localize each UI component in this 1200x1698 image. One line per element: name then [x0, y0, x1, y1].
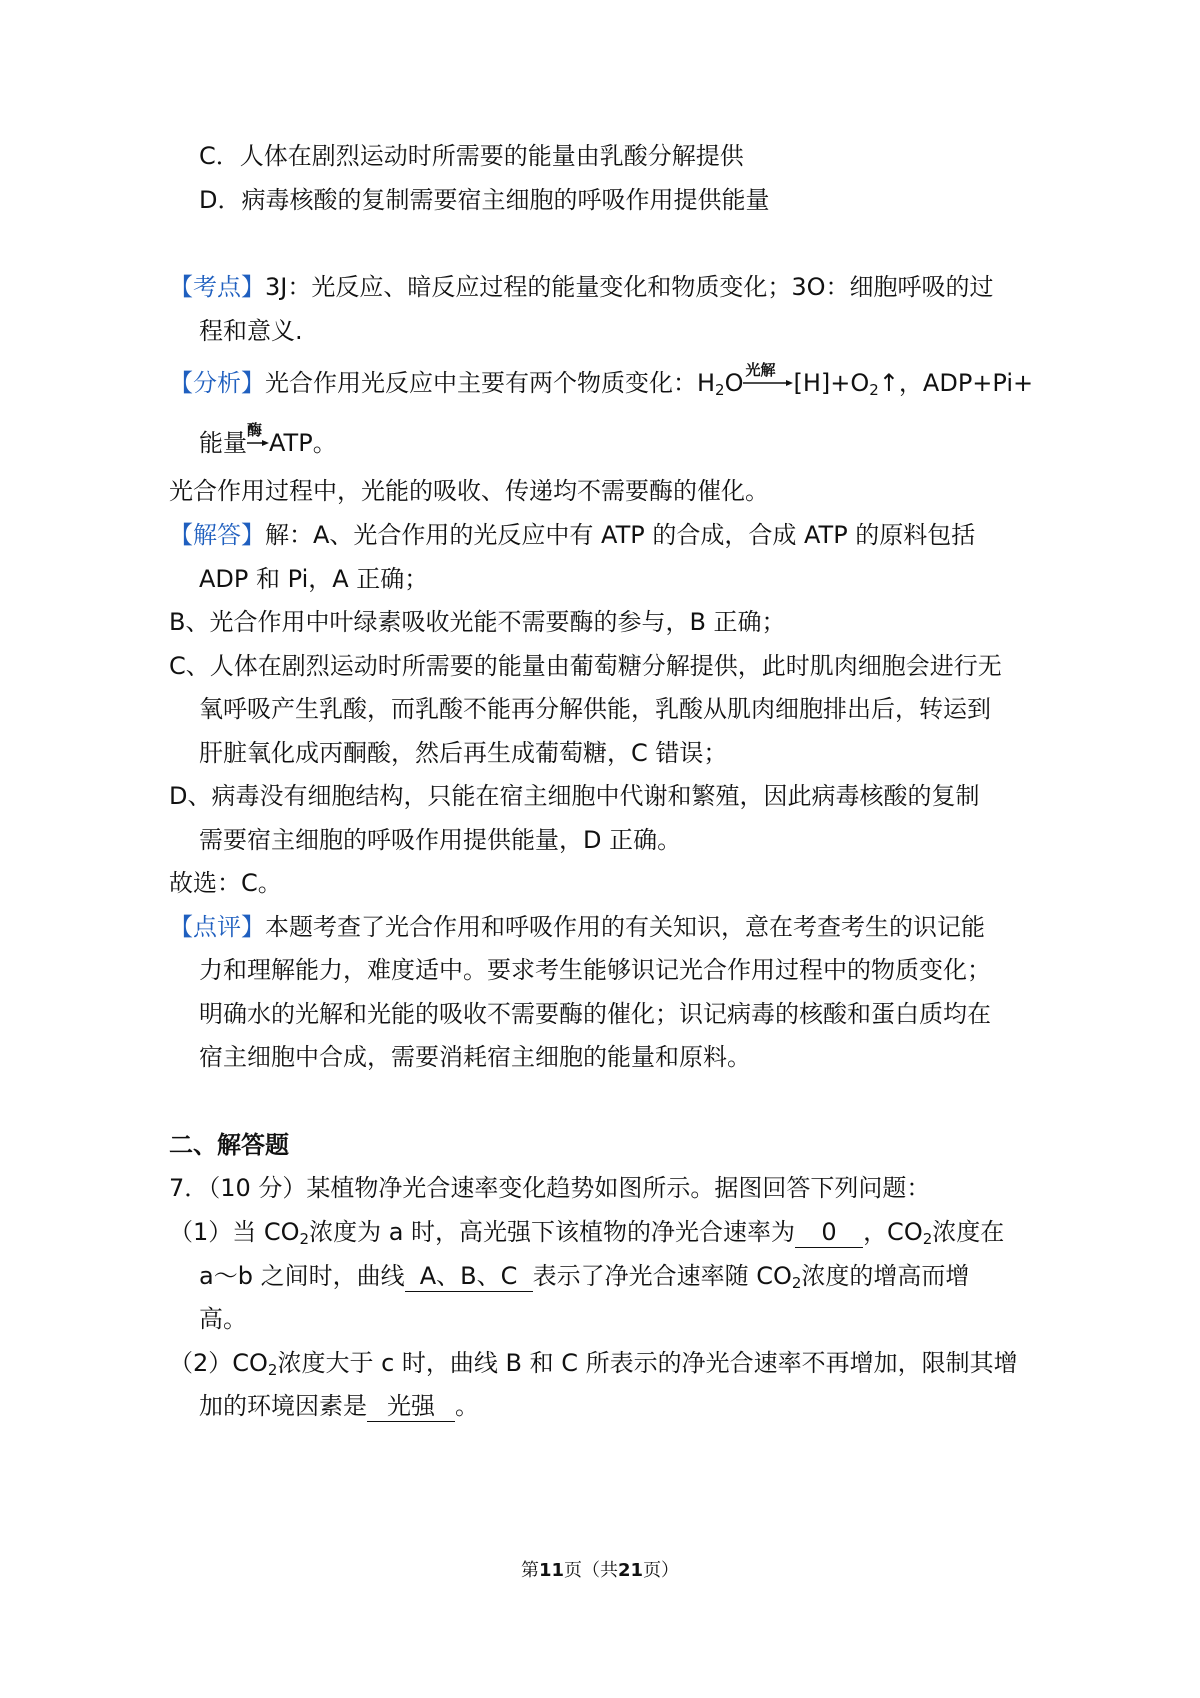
subscript-2: 2	[715, 381, 725, 399]
kaodian-text: 3J：光反应、暗反应过程的能量变化和物质变化；3O：细胞呼吸的过	[265, 273, 994, 301]
jieda-line1	[169, 518, 975, 552]
footer-mid: 页（共	[564, 1560, 618, 1581]
section-title: 二、解答题	[169, 1131, 289, 1159]
jieda-d2: 需要宿主细胞的呼吸作用提供能量，D 正确。	[199, 826, 682, 854]
fenxi-line1	[169, 361, 1034, 400]
reaction-arrow-photolysis	[743, 361, 793, 393]
page-number: 11	[538, 1560, 564, 1581]
q7-part1-line3: 高。	[199, 1305, 247, 1333]
answer-blank-3: 光强	[367, 1391, 455, 1422]
subscript: 2	[922, 1230, 933, 1248]
q7-stem: 7．（10 分）某植物净光合速率变化趋势如图所示。据图回答下列问题：	[169, 1174, 931, 1202]
option-c: C．人体在剧烈运动时所需要的能量由乳酸分解提供	[199, 142, 744, 170]
jieda-d1: D、病毒没有细胞结构，只能在宿主细胞中代谢和繁殖，因此病毒核酸的复制	[169, 782, 980, 810]
right-arrow-icon	[247, 439, 269, 447]
q7-p1a: （1）当 CO	[169, 1218, 300, 1246]
fenxi-line2a: 能量	[199, 429, 247, 457]
answer-line: 故选：C。	[169, 869, 282, 897]
subscript: 2	[299, 1230, 310, 1248]
footer-pre: 第	[520, 1560, 539, 1581]
dianping-l3: 明确水的光解和光能的吸收不需要酶的催化；识记病毒的核酸和蛋白质均在	[199, 1000, 991, 1028]
q7-part2-line1	[169, 1346, 1018, 1380]
q7-p1d: 浓度在	[932, 1218, 1005, 1246]
jieda-a1: 解：A、光合作用的光反应中有 ATP 的合成，合成 ATP 的原料包括	[265, 521, 976, 549]
q7-p1g: 浓度的增高而增	[801, 1262, 970, 1290]
dianping-l4: 宿主细胞中合成，需要消耗宿主细胞的能量和原料。	[199, 1043, 751, 1071]
kaodian-line2: 程和意义.	[199, 317, 303, 345]
kaodian-line1	[169, 270, 994, 304]
q7-p2a: （2）CO	[169, 1349, 268, 1377]
jieda-a2: ADP 和 Pi，A 正确；	[199, 565, 429, 593]
q7-p2b: 浓度大于 c 时，曲线 B 和 C 所表示的净光合速率不再增加，限制其增	[277, 1349, 1018, 1377]
page-footer	[0, 1556, 1200, 1582]
answer-blank-1: 0	[795, 1217, 863, 1248]
q7-p1c: ，CO	[863, 1218, 923, 1246]
option-d: D．病毒核酸的复制需要宿主细胞的呼吸作用提供能量	[199, 186, 770, 214]
arrow-condition: 光解	[745, 361, 776, 379]
process-line: 光合作用过程中，光能的吸收、传递均不需要酶的催化。	[169, 477, 769, 505]
dianping-l1: 本题考查了光合作用和呼吸作用的有关知识，意在考查考生的识记能	[265, 913, 985, 941]
dianping-tag: 【点评】	[169, 913, 265, 941]
subscript: 2	[791, 1274, 802, 1292]
q7-part1-line1	[169, 1215, 1004, 1249]
dianping-line1	[169, 910, 985, 944]
dianping-l2: 力和理解能力，难度适中。要求考生能够识记光合作用过程中的物质变化；	[199, 956, 991, 984]
answer-blank-2: A、B、C	[405, 1261, 533, 1292]
q7-p2d: 。	[455, 1392, 479, 1420]
fenxi-line2b: ATP。	[269, 429, 337, 457]
reaction-arrow-enzyme	[247, 421, 269, 453]
arrow-condition-enzyme: 酶	[247, 421, 263, 439]
q7-p2c: 加的环境因素是	[199, 1392, 367, 1420]
q7-p1f: 表示了净光合速率随 CO	[532, 1262, 792, 1290]
kaodian-tag: 【考点】	[169, 273, 265, 301]
jieda-b: B、光合作用中叶绿素吸收光能不需要酶的参与，B 正确；	[169, 608, 786, 636]
subscript-2b: 2	[869, 381, 879, 399]
fenxi-tag: 【分析】	[169, 369, 265, 397]
total-pages: 21	[618, 1560, 644, 1581]
subscript: 2	[267, 1361, 278, 1379]
q7-part1-line2	[199, 1259, 969, 1293]
jieda-c3: 肝脏氧化成丙酮酸，然后再生成葡萄糖，C 错误；	[199, 739, 728, 767]
q7-p1b: 浓度为 a 时，高光强下该植物的净光合速率为	[309, 1218, 796, 1246]
q7-p1e: a～b 之间时，曲线	[199, 1262, 405, 1290]
footer-post: 页）	[643, 1560, 680, 1581]
q7-part2-line2	[199, 1389, 479, 1423]
fenxi-text2: [H]+O	[793, 369, 870, 397]
jieda-c2: 氧呼吸产生乳酸，而乳酸不能再分解供能，乳酸从肌肉细胞排出后，转运到	[199, 695, 991, 723]
fenxi-text3: ↑，ADP+Pi+	[878, 369, 1034, 397]
fenxi-o: O	[724, 369, 744, 397]
fenxi-line2	[199, 421, 337, 460]
jieda-c1: C、人体在剧烈运动时所需要的能量由葡萄糖分解提供，此时肌肉细胞会进行无	[169, 652, 1002, 680]
jieda-tag: 【解答】	[169, 521, 265, 549]
right-arrow-icon	[743, 379, 793, 387]
fenxi-text1: 光合作用光反应中主要有两个物质变化：H	[265, 369, 716, 397]
